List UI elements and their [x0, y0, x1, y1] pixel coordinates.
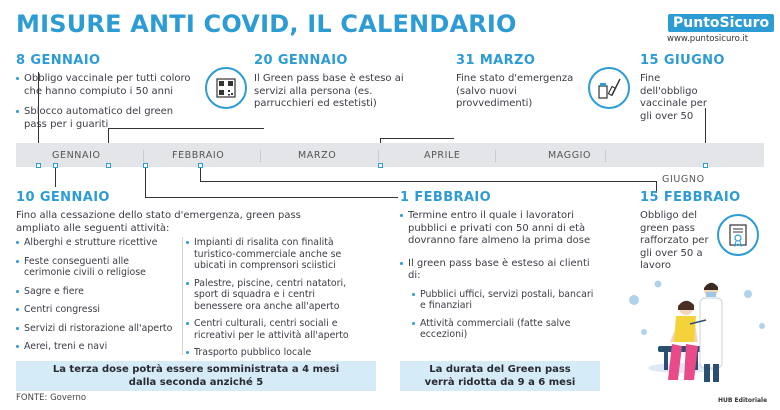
- timeline-marker: [143, 163, 148, 168]
- event-text-feb15: Obbligo del green pass rafforzato per gli over 50 a lavoro: [640, 210, 709, 271]
- timeline-marker: [703, 163, 708, 168]
- certificate-icon: [717, 214, 759, 256]
- month-label: APRILE: [424, 150, 461, 161]
- event-intro-jan10: Fino alla cessazione dello stato d'emergenza, green pass ampliato alle seguenti attività:: [16, 210, 301, 234]
- list-item: Termine entro il quale i lavoratori pubblici e privati con 50 anni di età dovranno fare almeno la prima dose: [400, 210, 595, 248]
- source-note: FONTE: Governo: [16, 393, 87, 403]
- timeline-marker: [106, 163, 111, 168]
- jan10-highlight-box: La terza dose potrà essere somministrata a 4 mesi dalla seconda anziché 5: [16, 361, 376, 391]
- jan10-right-list: [186, 237, 361, 359]
- month-label: FEBBRAIO: [172, 150, 225, 161]
- connector-jan10: [55, 167, 56, 187]
- qr-code-icon: [205, 67, 247, 109]
- feb1-list: [400, 210, 595, 341]
- timeline-marker: [53, 163, 58, 168]
- event-date-jan20: 20 GENNAIO: [254, 53, 348, 68]
- timeline-tick: [143, 150, 144, 162]
- syringe-vial-icon: [588, 67, 630, 109]
- credit-note: HUB Editoriale: [718, 397, 768, 404]
- event-text-jun15: Fine dell'obbligo vaccinale per gli over 50: [640, 73, 708, 122]
- list-item: Centri congressi: [16, 304, 176, 316]
- month-label: GENNAIO: [52, 150, 101, 161]
- event-date-mar31: 31 MARZO: [456, 53, 536, 68]
- list-item: Centri culturali, centri sociali e ricreativi per le attività all'aperto: [186, 318, 361, 341]
- timeline-marker: [198, 163, 203, 168]
- vaccination-illustration: [620, 272, 770, 394]
- page-title: MISURE ANTI COVID, IL CALENDARIO: [16, 10, 517, 38]
- list-item: Palestre, piscine, centri natatori, sport di squadra e i centri benessere ora anche all'aperto: [186, 278, 361, 313]
- jan10-left-list: [16, 237, 176, 353]
- event-date-jun15: 15 GIUGNO: [640, 53, 725, 68]
- connector-feb15-v: [200, 167, 201, 181]
- list-item: Feste conseguenti alle cerimonie civili o religiose: [16, 256, 176, 279]
- event-date-jan10: 10 GENNAIO: [16, 190, 110, 205]
- list-item: Servizi di ristorazione all'aperto: [16, 323, 176, 335]
- list-item: Alberghi e strutture ricettive: [16, 237, 176, 249]
- event-bullet: Sblocco automatico del green pass per i guariti: [16, 106, 196, 131]
- timeline-tick: [378, 150, 379, 162]
- event-text-mar31: Fine stato d'emergenza (salvo nuovi provvedimenti): [456, 73, 574, 109]
- timeline-marker: [378, 163, 383, 168]
- timeline-marker: [36, 163, 41, 168]
- month-label: MARZO: [298, 150, 337, 161]
- event-date-feb15: 15 FEBBRAIO: [640, 190, 741, 205]
- event-text-jan20: Il Green pass base è esteso ai servizi alla persona (es. parrucchieri ed estetisti): [254, 73, 404, 109]
- connector-feb1-h: [145, 197, 398, 198]
- connector-feb15-h: [200, 181, 656, 182]
- list-item: Attività commerciali (fatte salve eccezioni): [412, 318, 595, 341]
- timeline-tick: [260, 150, 261, 162]
- event-date-feb1: 1 FEBBRAIO: [400, 190, 492, 205]
- jan10-divider: [182, 237, 183, 355]
- brand-url[interactable]: www.puntosicuro.it: [667, 34, 749, 44]
- list-item: Impianti di risalita con finalità turistico-commerciale anche se ubicati in comprensori sciistici: [186, 237, 361, 272]
- list-item: Pubblici uffici, servizi postali, bancari e finanziari: [412, 289, 595, 312]
- list-item: Sagre e fiere: [16, 286, 176, 298]
- connector-mar31-h: [380, 138, 454, 139]
- brand-logo[interactable]: PuntoSicuro: [668, 14, 774, 32]
- list-item: Trasporto pubblico locale: [186, 347, 361, 359]
- feb1-highlight-box: La durata del Green pass verrà ridotta da 9 a 6 mesi: [400, 361, 600, 391]
- event-date-jan8: 8 GENNAIO: [16, 53, 101, 68]
- event-bullet: Obbligo vaccinale per tutti coloro che hanno compiuto i 50 anni: [16, 73, 196, 98]
- event-jan8-list: [16, 73, 196, 131]
- month-label: GIUGNO: [662, 174, 705, 185]
- connector-feb1-v: [145, 167, 146, 197]
- timeline-tick: [495, 150, 496, 162]
- month-label: MAGGIO: [548, 150, 592, 161]
- timeline-tick: [605, 150, 606, 162]
- list-item: Aerei, treni e navi: [16, 341, 176, 353]
- timeline-bar: [16, 143, 764, 167]
- list-item: Il green pass base è esteso ai clienti di:: [400, 258, 595, 283]
